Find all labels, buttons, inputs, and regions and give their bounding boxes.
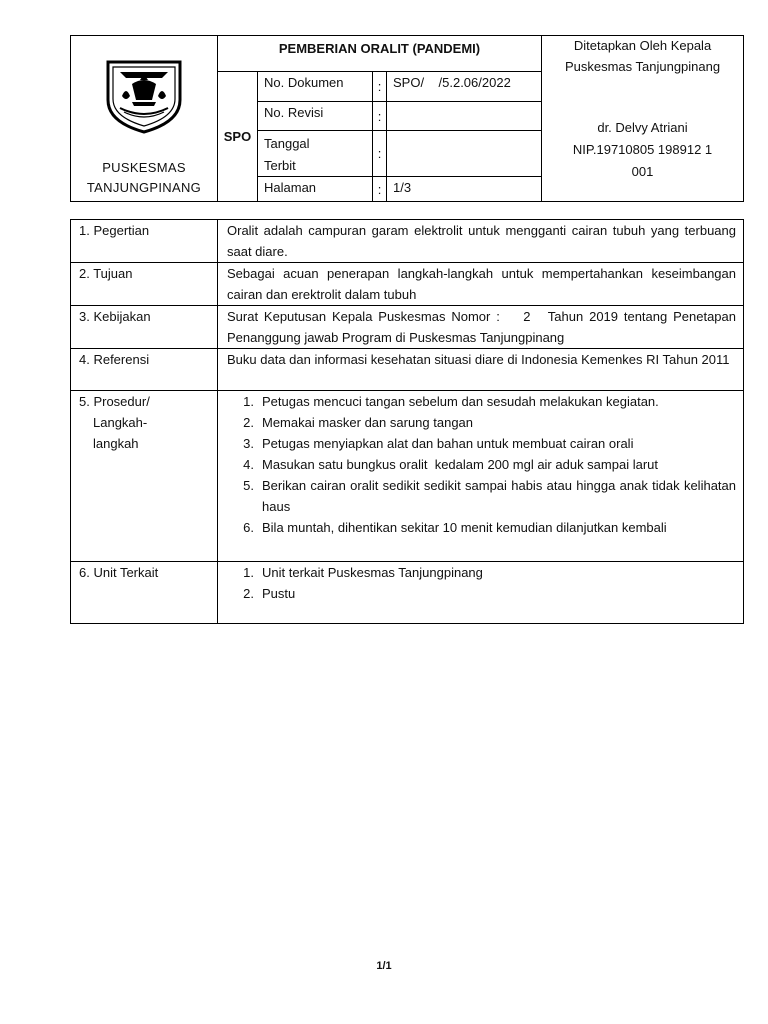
section-items-unit-terkait	[218, 562, 744, 624]
step-text: Berikan cairan oralit sedikit sedikit sampai habis atau hingga anak tidak kelihatan haus	[262, 478, 736, 514]
step-text: Memakai masker dan sarung tangan	[262, 415, 474, 430]
table-row	[71, 220, 744, 263]
section-label-unit-terkait: 6. Unit Terkait	[71, 562, 218, 624]
approver-cell	[542, 36, 744, 202]
field-label-no-dokumen: No. Dokumen	[258, 72, 373, 102]
field-label-halaman: Halaman	[258, 177, 373, 202]
logo-cell	[71, 36, 218, 202]
unit-text: Unit terkait Puskesmas Tanjungpinang	[262, 565, 483, 580]
unit-number: 1.	[243, 565, 254, 580]
header-table	[70, 35, 744, 202]
unit-number: 2.	[243, 586, 254, 601]
section-label-tujuan: 2. Tujuan	[71, 263, 218, 306]
approver-line2: Puskesmas Tanjungpinang	[564, 59, 721, 74]
procedure-table	[70, 219, 744, 624]
prosedur-label-line1: 5. Prosedur/	[79, 394, 150, 409]
step-text: Petugas menyiapkan alat dan bahan untuk membuat cairan orali	[262, 436, 634, 451]
approver-nip-line2: 001	[631, 164, 654, 179]
step-number: 3.	[243, 436, 254, 451]
field-label-tanggal-terbit	[258, 131, 373, 177]
list-item	[218, 412, 736, 433]
field-sep: :	[373, 72, 387, 102]
field-value-tanggal-terbit	[387, 131, 542, 177]
field-label-no-revisi: No. Revisi	[258, 102, 373, 131]
org-name-line2: TANJUNGPINANG	[86, 180, 202, 195]
unit-list	[218, 562, 736, 604]
org-name	[71, 158, 217, 198]
step-number: 4.	[243, 457, 254, 472]
field-sep: :	[373, 177, 387, 202]
table-row	[71, 263, 744, 306]
step-text: Petugas mencuci tangan sebelum dan sesudah melakukan kegiatan.	[262, 394, 659, 409]
list-item	[218, 433, 736, 454]
field-value-halaman: 1/3	[387, 177, 542, 202]
table-row	[71, 562, 744, 624]
section-steps-prosedur	[218, 391, 744, 562]
table-row	[71, 349, 744, 391]
approver-nip-line1: NIP.19710805 198912 1	[572, 142, 713, 157]
field-value-no-dokumen: SPO/ /5.2.06/2022	[387, 72, 542, 102]
section-label-prosedur	[71, 391, 218, 562]
step-text: Bila muntah, dihentikan sekitar 10 menit kemudian dilanjutkan kembali	[262, 520, 667, 535]
unit-text: Pustu	[262, 586, 296, 601]
step-number: 6.	[243, 520, 254, 535]
field-sep: :	[373, 131, 387, 177]
field-label-line1: Tanggal	[264, 136, 310, 151]
section-text-referensi: Buku data dan informasi kesehatan situasi diare di Indonesia Kemenkes RI Tahun 2011	[218, 349, 744, 391]
list-item	[218, 475, 736, 517]
list-item	[218, 562, 736, 583]
field-sep: :	[373, 102, 387, 131]
section-text-pengertian: Oralit adalah campuran garam elektrolit untuk mengganti cairan tubuh yang terbuang saat diare.	[218, 220, 744, 263]
step-number: 2.	[243, 415, 254, 430]
section-text-tujuan: Sebagai acuan penerapan langkah-langkah untuk mempertahankan keseimbangan cairan dan erektrolit dalam tubuh	[218, 263, 744, 306]
field-value-no-revisi	[387, 102, 542, 131]
prosedur-label-line3: langkah	[93, 436, 139, 451]
section-label-kebijakan: 3. Kebijakan	[71, 306, 218, 349]
org-name-line1: PUSKESMAS	[102, 160, 186, 175]
section-label-pengertian: 1. Pegertian	[71, 220, 218, 263]
table-row	[71, 391, 744, 562]
page-number: 1/1	[376, 960, 392, 972]
step-text: Masukan satu bungkus oralit kedalam 200 mgl air aduk sampai larut	[262, 457, 658, 472]
procedure-step-list	[218, 391, 736, 538]
section-text-kebijakan: Surat Keputusan Kepala Puskesmas Nomor : 2 Tahun 2019 tentang Penetapan Penanggung jawab Program di Puskesmas Tanjungpinang	[218, 306, 744, 349]
regional-emblem-icon	[102, 56, 186, 136]
list-item	[218, 454, 736, 475]
step-number: 5.	[243, 478, 254, 493]
list-item	[218, 391, 736, 412]
approver-line1: Ditetapkan Oleh Kepala	[573, 38, 712, 53]
list-item	[218, 583, 736, 604]
approver-name: dr. Delvy Atriani	[597, 120, 688, 135]
list-item	[218, 517, 736, 538]
step-number: 1.	[243, 394, 254, 409]
prosedur-label-line2: Langkah-	[93, 415, 148, 430]
field-label-line2: Terbit	[264, 158, 296, 173]
document-title: PEMBERIAN ORALIT (PANDEMI)	[218, 36, 542, 72]
table-row	[71, 306, 744, 349]
spo-label: SPO	[218, 72, 258, 202]
section-label-referensi: 4. Referensi	[71, 349, 218, 391]
